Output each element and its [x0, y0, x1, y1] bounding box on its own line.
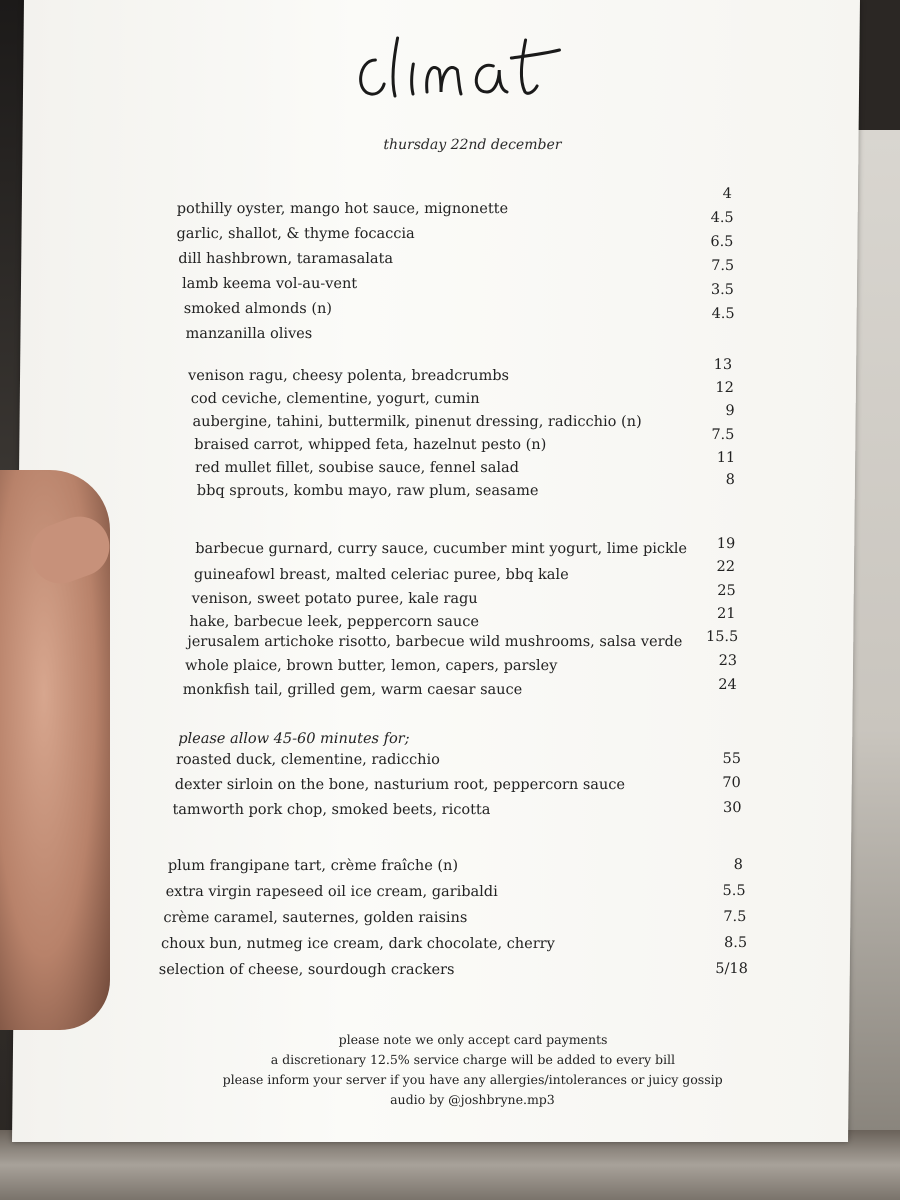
menu-date: thursday 22nd december: [383, 137, 562, 153]
menu-item-name: cod ceviche, clementine, yogurt, cumin: [190, 391, 480, 407]
menu-item-name: choux bun, nutmeg ice cream, dark chocolate, cherry: [161, 936, 555, 952]
menu-item-name: pothilly oyster, mango hot sauce, mignonette: [176, 201, 509, 217]
menu-item-name: lamb keema vol-au-vent: [181, 276, 358, 292]
menu-item-name: red mullet fillet, soubise sauce, fennel salad: [194, 460, 520, 476]
menu-item-name: smoked almonds (n): [183, 301, 333, 317]
footer-line: please inform your server if you have any allergies/intolerances or juicy gossip: [222, 1072, 723, 1087]
menu-item-name: braised carrot, whipped feta, hazelnut pesto (n): [194, 437, 547, 453]
menu-item-name: garlic, shallot, & thyme focaccia: [176, 226, 415, 242]
climat-logo: [353, 30, 574, 110]
menu-item-name: manzanilla olives: [185, 326, 313, 342]
menu-item-name: dexter sirloin on the bone, nasturium root, peppercorn sauce: [174, 777, 626, 793]
menu-item-name: hake, barbecue leek, peppercorn sauce: [189, 614, 480, 630]
menu-item-name: monkfish tail, grilled gem, warm caesar sauce: [182, 682, 523, 698]
menu-item-price: 8: [733, 857, 744, 873]
menu-item-price: 21: [717, 606, 736, 622]
menu-item-price: 13: [713, 357, 733, 373]
menu-item-price: 5/18: [715, 961, 748, 977]
menu-item-price: 8.5: [723, 935, 748, 951]
menu-item-price: 7.5: [723, 909, 747, 925]
menu-item-price: 25: [717, 583, 736, 599]
menu-item-name: selection of cheese, sourdough crackers: [158, 962, 455, 978]
menu-item-name: guineafowl breast, malted celeriac puree, bbq kale: [193, 567, 569, 583]
menu-item-price: 24: [718, 677, 737, 693]
menu-item-price: 12: [715, 380, 735, 396]
menu-item-price: 70: [722, 775, 741, 791]
menu-item-price: 4: [722, 186, 733, 202]
menu-item-name: barbecue gurnard, curry sauce, cucumber mint yogurt, lime pickle: [195, 541, 688, 557]
menu-item-price: 30: [722, 800, 742, 816]
menu-item-name: venison, sweet potato puree, kale ragu: [191, 591, 478, 607]
menu-item-price: 9: [725, 403, 735, 419]
footer-line: please note we only accept card payments: [338, 1032, 608, 1047]
menu-item-name: whole plaice, brown butter, lemon, capers, parsley: [184, 658, 558, 674]
menu-item-name: extra virgin rapeseed oil ice cream, garibaldi: [165, 884, 498, 900]
menu-item-price: 22: [716, 559, 736, 575]
sharing-note: please allow 45-60 minutes for;: [178, 731, 410, 747]
menu-item-price: 23: [718, 653, 738, 669]
footer-line: audio by @joshbryne.mp3: [390, 1092, 555, 1107]
footer-line: a discretionary 12.5% service charge will be added to every bill: [270, 1052, 676, 1067]
menu-item-price: 11: [716, 450, 736, 466]
menu-footer: [192, 1030, 753, 1110]
menu-sheet: [12, 0, 860, 1142]
menu-item-name: dill hashbrown, taramasalata: [178, 251, 394, 267]
menu-item-price: 15.5: [705, 629, 739, 645]
menu-item-price: 3.5: [710, 282, 735, 298]
menu-item-price: 7.5: [711, 427, 735, 443]
menu-item-name: bbq sprouts, kombu mayo, raw plum, seasame: [196, 483, 539, 499]
menu-item-name: plum frangipane tart, crème fraîche (n): [167, 858, 459, 874]
menu-item-name: crème caramel, sauternes, golden raisins: [163, 910, 468, 926]
menu-item-name: aubergine, tahini, buttermilk, pinenut dressing, radicchio (n): [192, 414, 642, 430]
menu-item-price: 55: [722, 751, 742, 767]
menu-item-price: 8: [725, 472, 736, 488]
menu-item-price: 19: [716, 536, 736, 552]
menu-item-name: venison ragu, cheesy polenta, breadcrumbs: [187, 368, 510, 384]
menu-item-name: tamworth pork chop, smoked beets, ricotta: [172, 802, 491, 818]
menu-item-price: 4.5: [711, 306, 735, 322]
menu-item-price: 4.5: [710, 210, 734, 226]
menu-item-price: 6.5: [710, 234, 734, 250]
menu-item-price: 7.5: [711, 258, 735, 274]
menu-item-name: jerusalem artichoke risotto, barbecue wild mushrooms, salsa verde: [187, 634, 683, 650]
menu-item-name: roasted duck, clementine, radicchio: [175, 752, 440, 768]
menu-item-price: 5.5: [722, 883, 746, 899]
